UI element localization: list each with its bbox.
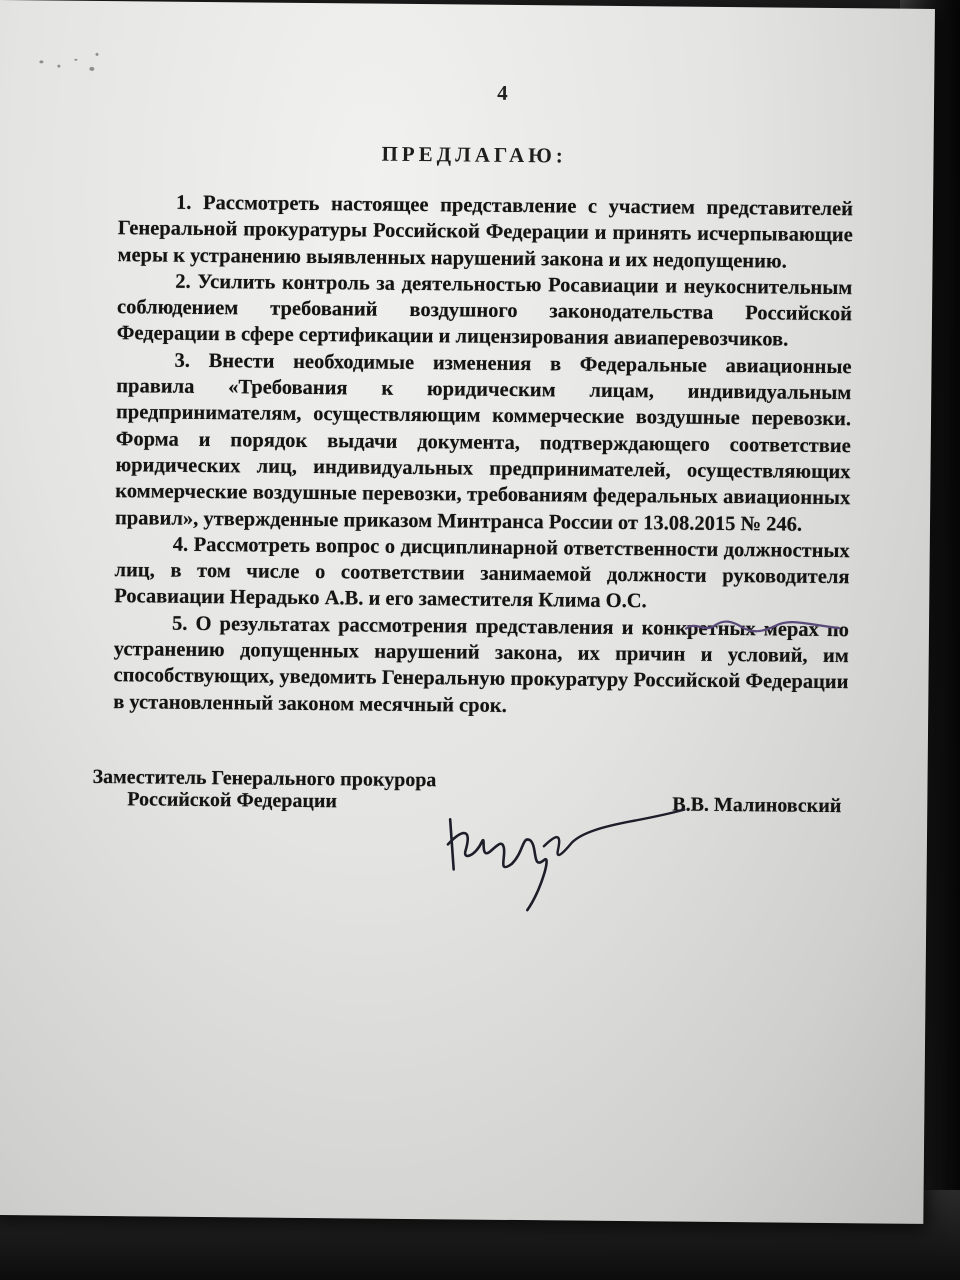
paper-speck (89, 67, 94, 71)
paragraph-1: 1. Рассмотреть настоящее представление с участием представителей Генеральной прокуратуры Российской Федерации и принять исчерпывающие меры к устранению выявленных нарушений закона и их недопущению. (117, 191, 854, 273)
paragraph-4: 4. Рассмотреть вопрос о дисциплинарной ответственности должностных лиц, в том числе о соответствии занимаемой должности руководителя Росавиации Нерадько А.В. и его заместителя Клима О.С. (114, 533, 850, 613)
signer-name: В.В. Малиновский (672, 793, 842, 818)
handwritten-wavy-underline (684, 617, 844, 639)
document-heading: ПРЕДЛАГАЮ: (381, 141, 567, 168)
paragraph-3: 3. Внести необходимые изменения в Федеральные авиационные правила «Требования к юридическим лицам, индивидуальным предпринимателям, осуществляющим коммерческие воздушные перевозки. Форма и порядок выдачи документа, подтверждающего соответствие юридических лиц, индивидуальных предпринимателей, осуществляющих коммерческие воздушные перевозки, требованиям федеральных авиационных правил», утвержденные приказом Минтранса России от 13.08.2015 № 246. (114, 349, 852, 536)
paper-speck (74, 59, 77, 61)
paper-speck (39, 60, 43, 63)
signer-title-line-2: Российской Федерации (127, 788, 338, 813)
paragraph-2: 2. Усилить контроль за деятельностью Росавиации и неукоснительным соблюдением требований воздушного законодательства Российской Федерации в сфере сертификации и лицензирования авиаперевозчиков. (116, 270, 853, 352)
signature-block (91, 766, 853, 953)
handwritten-signature (431, 789, 692, 921)
document-body (113, 189, 853, 722)
signer-title-line-1: Заместитель Генерального прокурора (92, 765, 437, 792)
paper-speck (57, 65, 60, 68)
paragraph-5: 5. О результатах рассмотрения представления и конкретных мерах по устранению допущенных нарушений закона, их причин и условий, им способствующих, уведомить Генеральную прокуратуру Российской Федерации в установленный законом месячный срок. (113, 612, 850, 717)
page-number: 4 (497, 80, 508, 105)
paper-speck (95, 53, 98, 56)
